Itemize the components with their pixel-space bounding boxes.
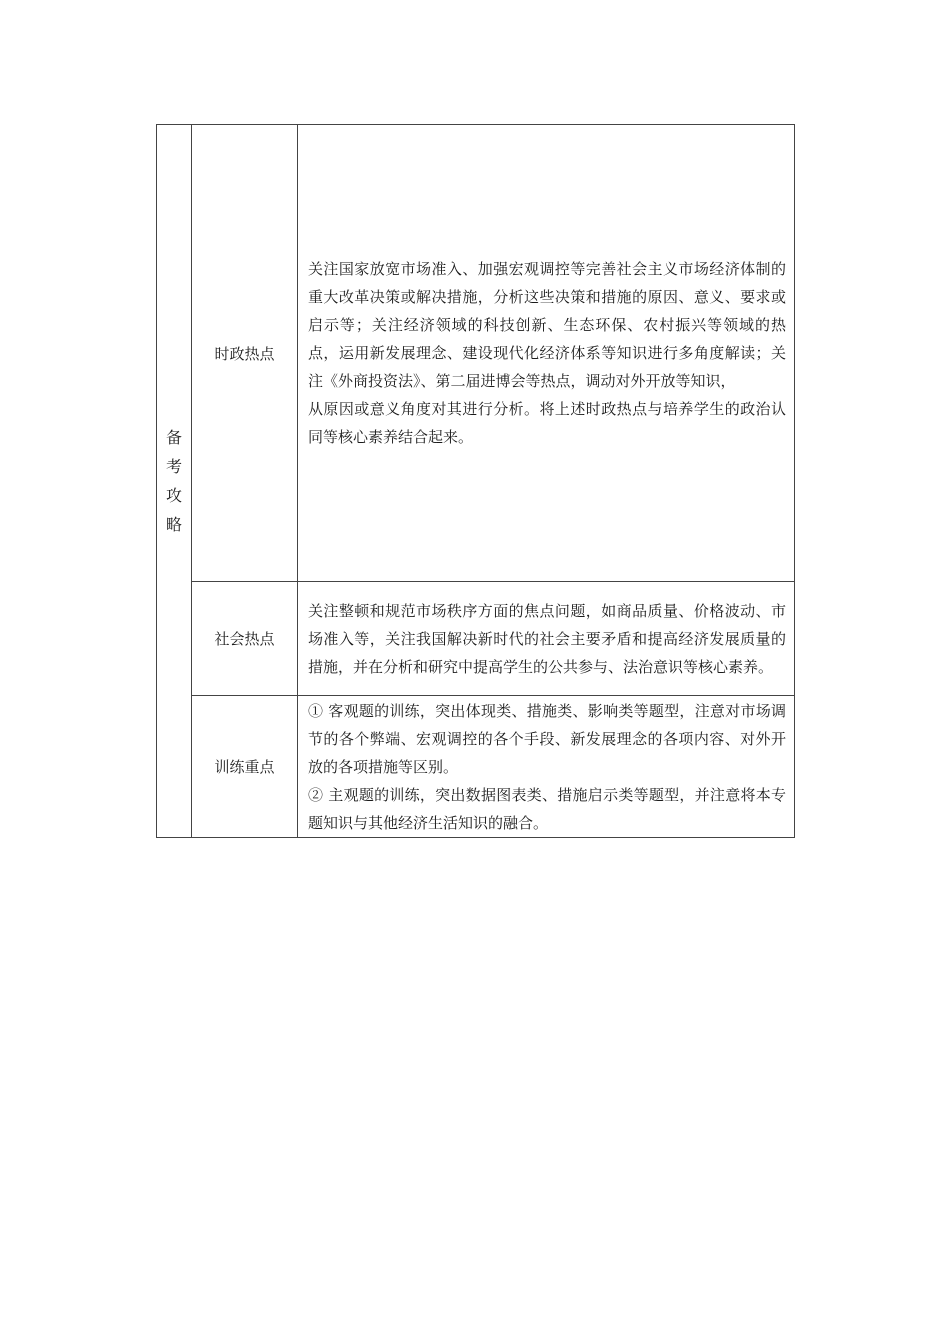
table-row [157, 125, 795, 582]
paragraph: ① 客观题的训练，突出体现类、措施类、影响类等题型，注意对市场调节的各个弊端、宏观调控的各个手段、新发展理念的各项内容、对外开放的各项措施等区别。 [308, 701, 786, 776]
category-training-focus: 训练重点 [192, 696, 298, 838]
content-social-issues [298, 582, 795, 696]
table-row [157, 582, 795, 696]
paragraph: 从原因或意义角度对其进行分析。将上述时政热点与培养学生的政治认同等核心素养结合起来。 [308, 400, 786, 446]
category-current-affairs: 时政热点 [192, 125, 298, 582]
table-row [157, 696, 795, 838]
side-label: 备考攻略 [165, 428, 182, 534]
paragraph: 关注整顿和规范市场秩序方面的焦点问题，如商品质量、价格波动、市场准入等，关注我国解决新时代的社会主要矛盾和提高经济发展质量的措施，并在分析和研究中提高学生的公共参与、法治意识等核心素养。 [308, 601, 786, 676]
exam-strategy-table [156, 124, 795, 838]
content-training-focus [298, 696, 795, 838]
side-label-cell [157, 125, 192, 838]
category-social-issues: 社会热点 [192, 582, 298, 696]
paragraph: ② 主观题的训练，突出数据图表类、措施启示类等题型，并注意将本专题知识与其他经济生活知识的融合。 [308, 785, 786, 832]
content-current-affairs [298, 125, 795, 582]
paragraph: 关注国家放宽市场准入、加强宏观调控等完善社会主义市场经济体制的重大改革决策或解决措施，分析这些决策和措施的原因、意义、要求或启示等；关注经济领域的科技创新、生态环保、农村振兴等领域的热点，运用新发展理念、建设现代化经济体系等知识进行多角度解读；关注《外商投资法》、第二届进博会等热点，调动对外开放等知识， [308, 260, 786, 390]
